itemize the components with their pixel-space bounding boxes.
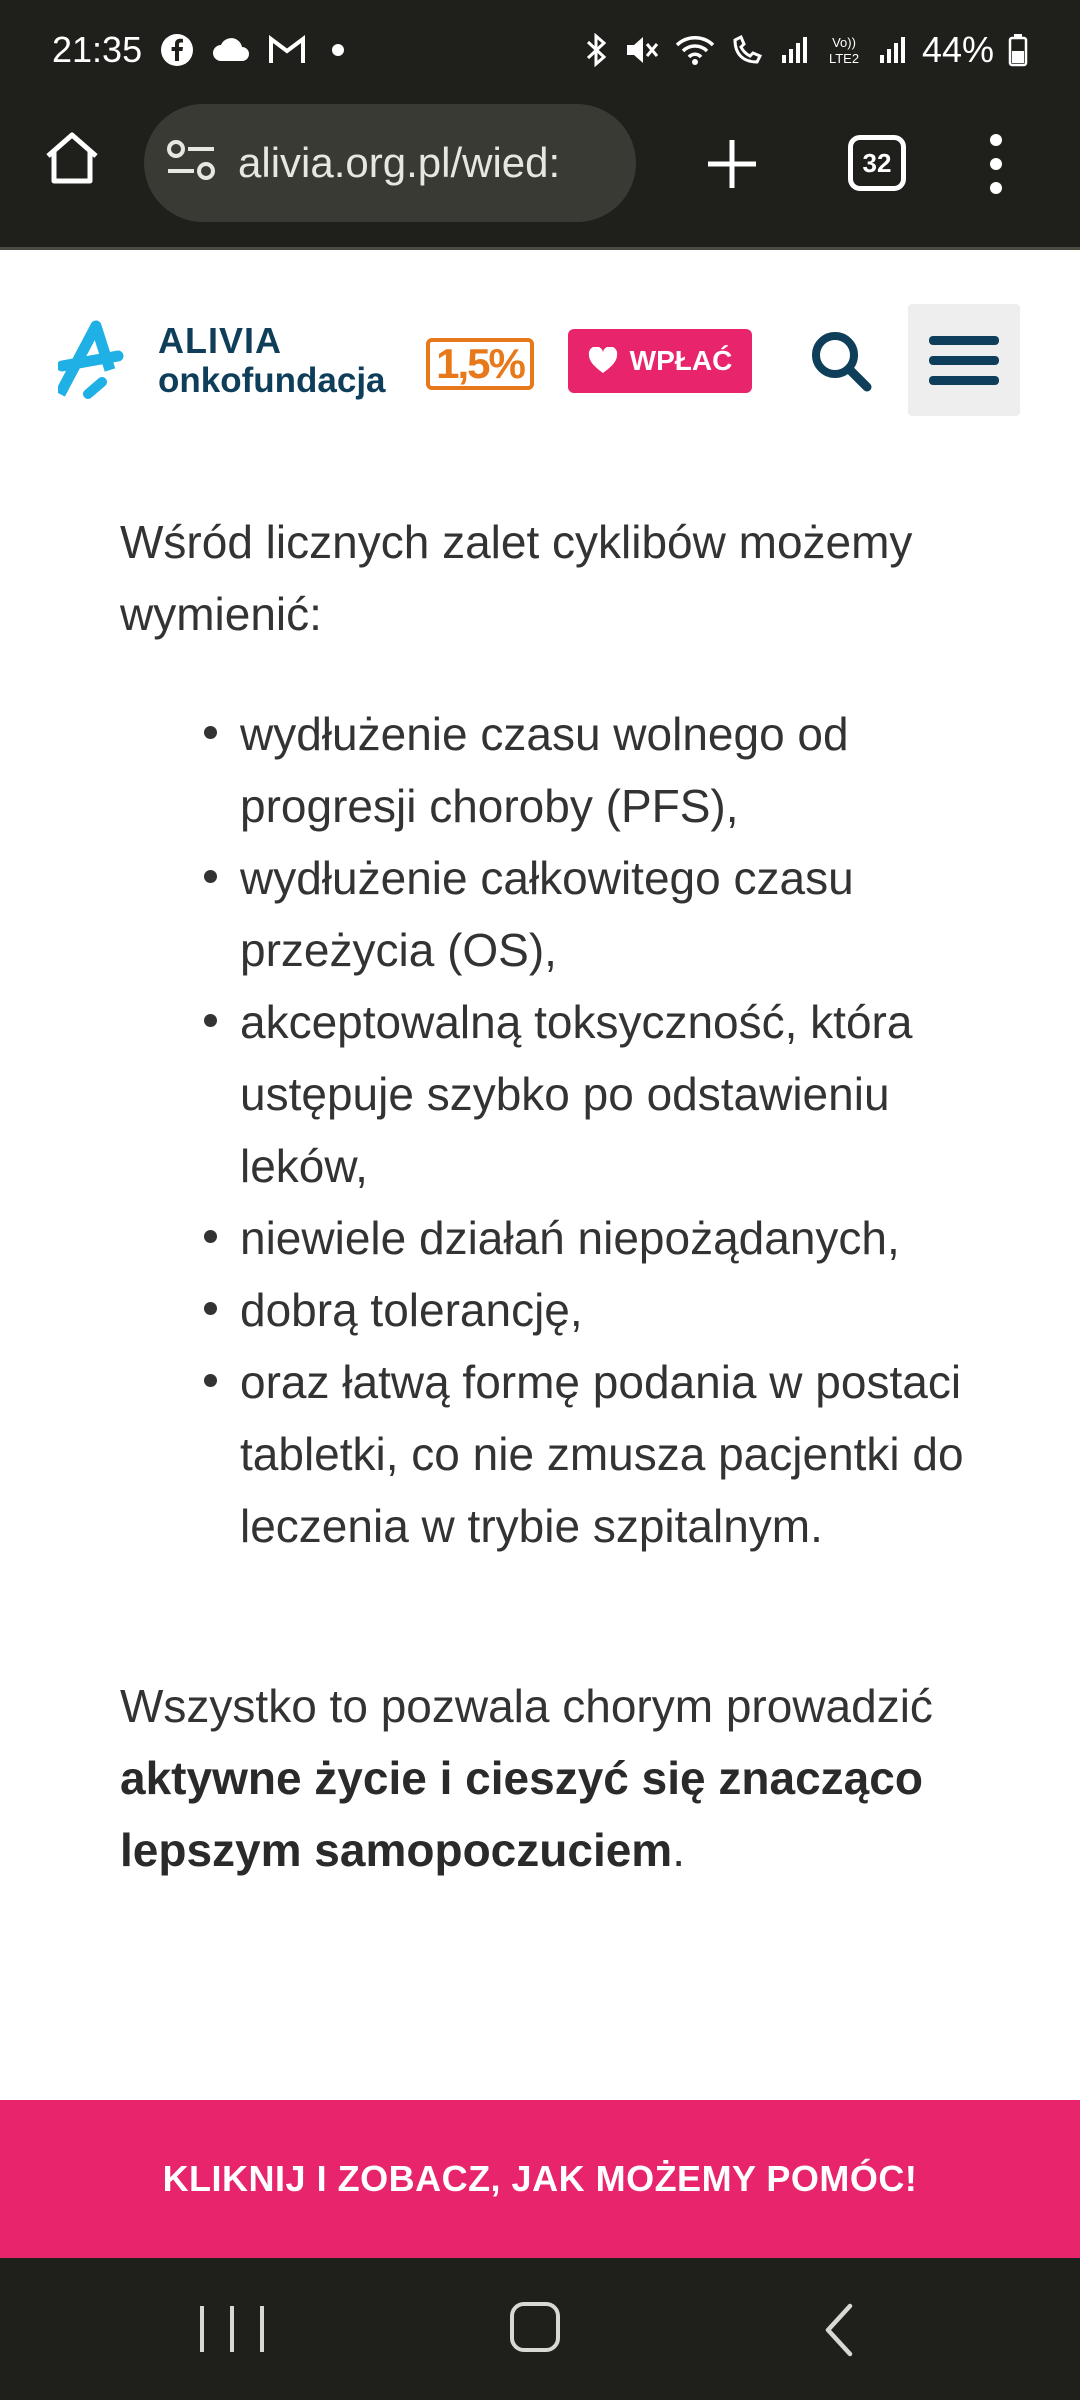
back-icon — [818, 2300, 858, 2360]
logo-subtitle: onkofundacja — [158, 360, 386, 400]
status-time: 21:35 — [52, 29, 143, 70]
one-point-five-percent-badge[interactable]: 1,5% — [426, 338, 534, 390]
tab-count: 32 — [862, 147, 892, 178]
wifi-icon — [674, 34, 716, 66]
home-button[interactable] — [40, 126, 104, 190]
hamburger-icon — [929, 336, 999, 345]
cta-label: KLIKNIJ I ZOBACZ, JAK MOŻEMY POMÓC! — [162, 2158, 918, 2199]
list-item: wydłużenie całkowitego czasu przeżycia (OS), — [240, 842, 980, 986]
donate-button[interactable] — [568, 329, 752, 393]
site-settings-icon[interactable] — [164, 139, 220, 188]
summary-paragraph — [120, 1670, 980, 1886]
benefits-list — [120, 698, 980, 1562]
site-logo[interactable] — [58, 320, 386, 400]
site-menu-button[interactable] — [908, 304, 1020, 416]
more-vert-icon — [990, 134, 1002, 146]
notification-dot-icon — [332, 44, 344, 56]
summary-bold-text: aktywne życie i cieszyć się znacząco lepszym samopoczuciem — [120, 1752, 923, 1876]
tab-switcher-button[interactable] — [848, 135, 906, 191]
intro-paragraph: Wśród licznych zalet cyklibów możemy wymienić: — [120, 516, 913, 640]
address-bar[interactable] — [144, 104, 636, 222]
browser-menu-button[interactable] — [972, 128, 1020, 200]
summary-end: . — [672, 1824, 685, 1876]
url-text[interactable]: alivia.org.pl/wied: — [238, 139, 561, 186]
status-bar — [0, 0, 1080, 100]
recent-apps-button[interactable] — [200, 2306, 264, 2356]
back-button[interactable] — [818, 2300, 858, 2360]
wifi-call-icon — [730, 34, 766, 66]
list-item: akceptowalną toksyczność, która ustępuje szybko po odstawieniu leków, — [240, 986, 980, 1202]
donate-label: WPŁAĆ — [629, 345, 733, 376]
plus-icon — [706, 138, 758, 190]
list-item: niewiele działań niepożądanych, — [240, 1202, 980, 1274]
article-body — [120, 506, 980, 1886]
battery-icon — [1008, 33, 1028, 67]
battery-percent: 44% — [921, 29, 994, 70]
home-icon — [42, 130, 102, 186]
recent-apps-icon — [200, 2306, 204, 2352]
heart-icon — [588, 347, 618, 375]
signal-icon — [780, 35, 810, 65]
home-nav-button[interactable] — [510, 2302, 560, 2352]
new-tab-button[interactable] — [700, 132, 764, 196]
list-item: oraz łatwą formę podania w postaci tabletki, co nie zmusza pacjentki do leczenia w trybie szpitalnym. — [240, 1346, 980, 1562]
list-item: wydłużenie czasu wolnego od progresji choroby (PFS), — [240, 698, 980, 842]
gmail-icon — [268, 35, 306, 65]
alivia-logo-icon — [58, 320, 150, 400]
summary-text: Wszystko to pozwala chorym prowadzić — [120, 1680, 933, 1732]
bluetooth-icon — [584, 33, 610, 67]
list-item: dobrą tolerancję, — [240, 1274, 980, 1346]
svg-text:Vo)): Vo)) — [832, 35, 856, 50]
facebook-icon — [160, 33, 194, 67]
mute-icon — [624, 34, 660, 66]
search-button[interactable] — [806, 326, 876, 396]
volte-icon — [824, 33, 864, 67]
svg-text:LTE2: LTE2 — [828, 51, 859, 66]
signal-icon — [878, 35, 908, 65]
logo-title: ALIVIA — [158, 319, 283, 361]
help-cta-button[interactable] — [0, 2100, 1080, 2258]
cloud-icon — [212, 37, 250, 63]
search-icon — [809, 329, 873, 393]
